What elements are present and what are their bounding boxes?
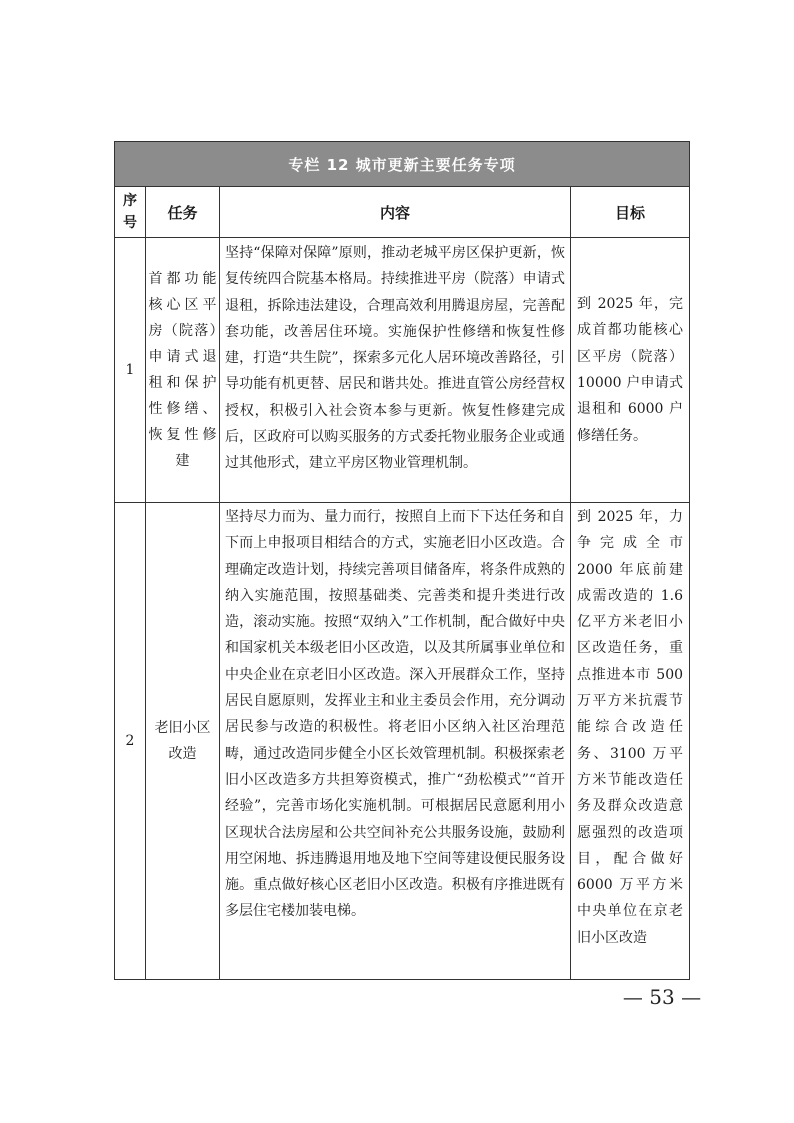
table-title: 专栏 12 城市更新主要任务专项 xyxy=(115,142,690,187)
table-header-row xyxy=(115,187,690,238)
row-content: 坚持尽力而为、量力而行，按照自上而下下达任务和自下而上申报项目相结合的方式，实施老旧小区改造。合理确定改造计划，持续完善项目储备库，将条件成熟的纳入实施范围，按照基础类、完善类和提升类进行改造，滚动实施。按照“双纳入”工作机制，配合做好中央和国家机关本级老旧小区改造，以及其所属事业单位和中央企业在京老旧小区改造。深入开展群众工作，坚持居民自愿原则，发挥业主和业主委员会作用，充分调动居民参与改造的积极性。将老旧小区纳入社区治理范畴，通过改造同步健全小区长效管理机制。积极探索老旧小区改造多方共担筹资模式，推广“劲松模式”“首开经验”，完善市场化实施机制。可根据居民意愿利用小区现状合法房屋和公共空间补充公共服务设施，鼓励利用空闲地、拆违腾退用地及地下空间等建设便民服务设施。重点做好核心区老旧小区改造。积极有序推进既有多层住宅楼加装电梯。 xyxy=(220,503,571,980)
row-task: 首都功能核心区平房（院落）申请式退租和保护性修缮、恢复性修建 xyxy=(146,238,220,503)
task-table xyxy=(114,141,690,980)
header-target: 目标 xyxy=(571,187,690,238)
row-task: 老旧小区改造 xyxy=(146,503,220,980)
header-content: 内容 xyxy=(220,187,571,238)
row-seq: 2 xyxy=(115,503,146,980)
row-content: 坚持“保障对保障”原则，推动老城平房区保护更新，恢复传统四合院基本格局。持续推进平房（院落）申请式退租，拆除违法建设，合理高效利用腾退房屋，完善配套功能，改善居住环境。实施保护性修缮和恢复性修建，打造“共生院”，探索多元化人居环境改善路径，引导功能有机更替、居民和谐共处。推进直管公房经营权授权，积极引入社会资本参与更新。恢复性修建完成后，区政府可以购买服务的方式委托物业服务企业或通过其他形式，建立平房区物业管理机制。 xyxy=(220,238,571,503)
table-title-row xyxy=(115,142,690,187)
row-target: 到 2025 年，力争完成全市 2000 年底前建成需改造的 1.6 亿平方米老旧小区改造任务，重点推进本市 500 万平方米抗震节能综合改造任务、3100 万平方米节能改造任务及群众改造意愿强烈的改造项目，配合做好 6000 万平方米中央单位在京老旧小区改造 xyxy=(571,503,690,980)
row-seq: 1 xyxy=(115,238,146,503)
header-seq: 序号 xyxy=(115,187,146,238)
table-row xyxy=(115,503,690,980)
table-row xyxy=(115,238,690,503)
page-number: — 53 — xyxy=(622,985,702,1009)
row-target: 到 2025 年，完成首都功能核心区平房（院落）10000 户申请式退租和 6000 户修缮任务。 xyxy=(571,238,690,503)
header-task: 任务 xyxy=(146,187,220,238)
